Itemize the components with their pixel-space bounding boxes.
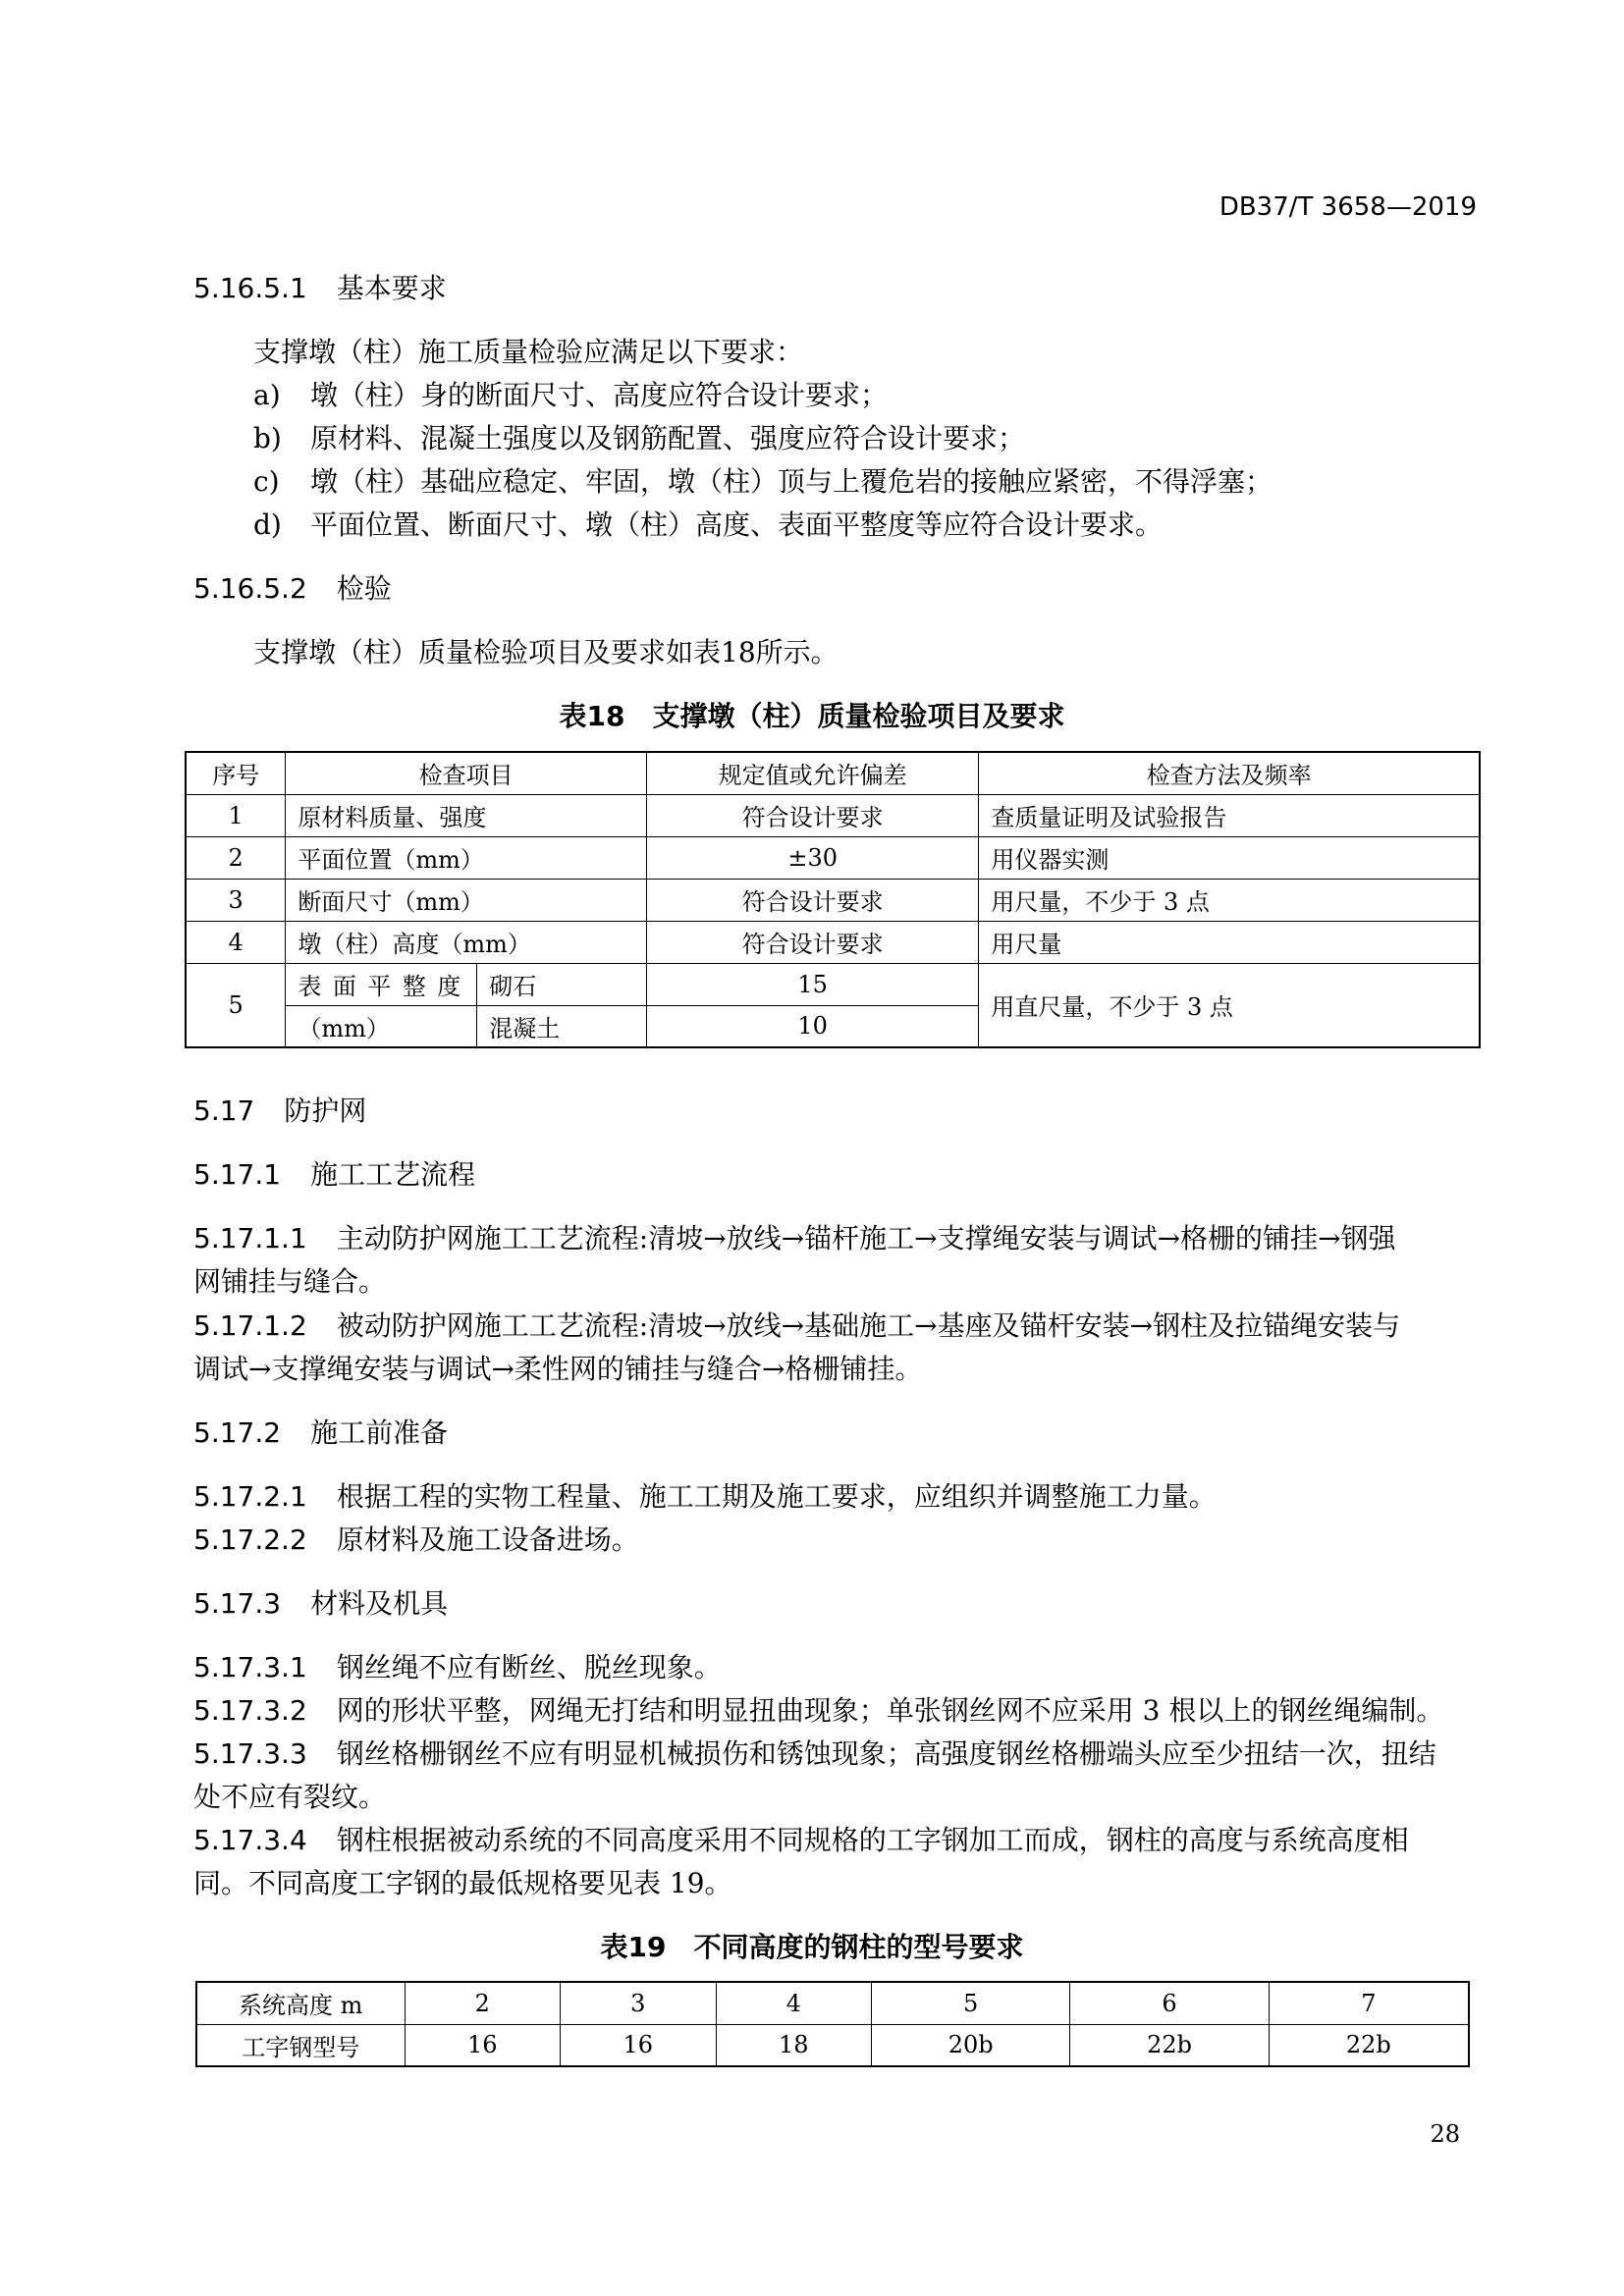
table-cell: 符合设计要求 bbox=[646, 921, 978, 963]
list-label: a) bbox=[253, 379, 281, 411]
section-title: 施工前准备 bbox=[310, 1416, 449, 1449]
list-item bbox=[253, 460, 1272, 500]
table-cell: 2 bbox=[405, 1982, 561, 2024]
table-cell: 4 bbox=[186, 921, 286, 963]
section-heading-5-17-1 bbox=[193, 1153, 475, 1193]
table-cell bbox=[286, 963, 477, 1005]
list-text: 墩（柱）基础应稳定、牢固，墩（柱）顶与上覆危岩的接触应紧密，不得浮塞； bbox=[310, 465, 1273, 498]
table-row bbox=[196, 1982, 1469, 2024]
table-cell: 3 bbox=[186, 879, 286, 921]
table-row bbox=[186, 921, 1480, 963]
clause-number: 5.17.3.3 bbox=[193, 1737, 307, 1770]
clause-number: 5.17.3.1 bbox=[193, 1651, 307, 1683]
paragraph-continuation: 网铺挂与缝合。 bbox=[193, 1265, 387, 1298]
paragraph-5-17-3-2 bbox=[193, 1689, 1443, 1729]
header-cell: 序号 bbox=[186, 752, 286, 794]
table-cell: ±30 bbox=[646, 836, 978, 879]
clause-text: 主动防护网施工工艺流程:清坡→放线→锚杆施工→支撑绳安装与调试→格栅的铺挂→钢强 bbox=[336, 1222, 1396, 1255]
table-cell: 查质量证明及试验报告 bbox=[979, 794, 1480, 836]
section-heading-5-17-2 bbox=[193, 1412, 448, 1451]
table-cell: 16 bbox=[405, 2024, 561, 2066]
table-cell: 平面位置（mm） bbox=[286, 836, 647, 879]
table-cell: 砌石 bbox=[477, 963, 647, 1005]
paragraph-continuation: 同。不同高度工字钢的最低规格要见表 19。 bbox=[193, 1867, 732, 1899]
paragraph-5-17-3-4 bbox=[193, 1819, 1409, 1858]
clause-number: 5.17.2.1 bbox=[193, 1480, 307, 1513]
table-cell: 4 bbox=[716, 1982, 872, 2024]
item-line: 表面平整度 bbox=[298, 973, 461, 1000]
table-row bbox=[186, 836, 1480, 879]
list-label: b) bbox=[253, 422, 282, 454]
table-cell: （mm） bbox=[286, 1005, 477, 1047]
section-number: 5.17.2 bbox=[193, 1416, 282, 1449]
section-heading-5-17-3 bbox=[193, 1582, 448, 1622]
section-title: 材料及机具 bbox=[310, 1587, 449, 1620]
section-title: 施工工艺流程 bbox=[310, 1158, 476, 1191]
row-label: 工字钢型号 bbox=[196, 2024, 405, 2066]
section-number: 5.17.1 bbox=[193, 1158, 282, 1191]
table-cell: 原材料质量、强度 bbox=[286, 794, 647, 836]
table-cell: 18 bbox=[716, 2024, 872, 2066]
table-cell: 20b bbox=[872, 2024, 1070, 2066]
table-cell: 5 bbox=[872, 1982, 1070, 2024]
section-heading-5-16-5-1 bbox=[193, 267, 447, 306]
paragraph-continuation: 调试→支撑绳安装与调试→柔性网的铺挂与缝合→格栅铺挂。 bbox=[193, 1353, 923, 1385]
table-cell: 22b bbox=[1269, 2024, 1469, 2066]
section-title: 防护网 bbox=[284, 1095, 367, 1127]
clause-text: 钢柱根据被动系统的不同高度采用不同规格的工字钢加工而成，钢柱的高度与系统高度相 bbox=[336, 1824, 1409, 1856]
clause-number: 5.17.3.4 bbox=[193, 1824, 307, 1856]
clause-number: 5.17.2.2 bbox=[193, 1523, 307, 1556]
clause-text: 网的形状平整，网绳无打结和明显扭曲现象；单张钢丝网不应采用 3 根以上的钢丝绳编制。 bbox=[336, 1694, 1444, 1727]
table-18 bbox=[185, 751, 1481, 1048]
paragraph-5-17-3-3 bbox=[193, 1733, 1436, 1772]
paragraph-5-17-1-2 bbox=[193, 1305, 1400, 1344]
table-cell: 1 bbox=[186, 794, 286, 836]
row-label: 系统高度 m bbox=[196, 1982, 405, 2024]
page-number: 28 bbox=[1430, 2120, 1460, 2148]
table-cell: 符合设计要求 bbox=[646, 879, 978, 921]
list-item bbox=[253, 374, 888, 413]
table-cell: 用尺量 bbox=[979, 921, 1480, 963]
header-cell: 规定值或允许偏差 bbox=[646, 752, 978, 794]
table-19 bbox=[195, 1981, 1470, 2067]
table-cell: 22b bbox=[1070, 2024, 1269, 2066]
section-heading-5-16-5-2 bbox=[193, 567, 392, 607]
header-cell: 检查方法及频率 bbox=[979, 752, 1480, 794]
list-text: 原材料、混凝土强度以及钢筋配置、强度应符合设计要求； bbox=[310, 422, 1026, 454]
list-text: 平面位置、断面尺寸、墩（柱）高度、表面平整度等应符合设计要求。 bbox=[310, 508, 1164, 541]
paragraph-5-17-2-1 bbox=[193, 1475, 1217, 1515]
table-caption-19: 表19 不同高度的钢柱的型号要求 bbox=[600, 1931, 1024, 1963]
clause-text: 钢丝格栅钢丝不应有明显机械损伤和锈蚀现象；高强度钢丝格栅端头应至少扭结一次，扭结 bbox=[336, 1737, 1436, 1770]
table-cell: 用仪器实测 bbox=[979, 836, 1480, 879]
table-cell: 15 bbox=[646, 963, 978, 1005]
table-cell: 符合设计要求 bbox=[646, 794, 978, 836]
table-cell: 用直尺量，不少于 3 点 bbox=[979, 963, 1480, 1047]
section-number: 5.17.3 bbox=[193, 1587, 282, 1620]
table-cell: 10 bbox=[646, 1005, 978, 1047]
document-code: DB37/T 3658—2019 bbox=[1218, 192, 1477, 222]
section-number: 5.16.5.1 bbox=[193, 272, 307, 304]
header-cell: 检查项目 bbox=[286, 752, 647, 794]
paragraph-5-17-3-1 bbox=[193, 1646, 722, 1685]
table-row bbox=[186, 963, 1480, 1005]
clause-text: 钢丝绳不应有断丝、脱丝现象。 bbox=[336, 1651, 722, 1683]
clause-number: 5.17.3.2 bbox=[193, 1694, 307, 1727]
section-title: 检验 bbox=[336, 572, 392, 605]
table-cell: 7 bbox=[1269, 1982, 1469, 2024]
list-item bbox=[253, 417, 1025, 456]
table-cell: 6 bbox=[1070, 1982, 1269, 2024]
table-cell: 2 bbox=[186, 836, 286, 879]
clause-number: 5.17.1.2 bbox=[193, 1309, 307, 1342]
section-number: 5.17 bbox=[193, 1095, 255, 1127]
table-cell: 3 bbox=[561, 1982, 717, 2024]
table-cell: 混凝土 bbox=[477, 1005, 647, 1047]
table-row bbox=[186, 879, 1480, 921]
list-item bbox=[253, 504, 1163, 543]
table-cell: 16 bbox=[561, 2024, 717, 2066]
table-cell: 断面尺寸（mm） bbox=[286, 879, 647, 921]
paragraph: 支撑墩（柱）质量检验项目及要求如表18所示。 bbox=[253, 636, 839, 668]
section-heading-5-17 bbox=[193, 1090, 366, 1129]
table-caption-18: 表18 支撑墩（柱）质量检验项目及要求 bbox=[559, 700, 1065, 732]
table-cell: 墩（柱）高度（mm） bbox=[286, 921, 647, 963]
section-title: 基本要求 bbox=[336, 272, 447, 304]
paragraph-5-17-2-2 bbox=[193, 1519, 639, 1558]
table-cell: 用尺量，不少于 3 点 bbox=[979, 879, 1480, 921]
section-number: 5.16.5.2 bbox=[193, 572, 307, 605]
table-cell: 5 bbox=[186, 963, 286, 1047]
table-row bbox=[196, 2024, 1469, 2066]
clause-text: 根据工程的实物工程量、施工工期及施工要求，应组织并调整施工力量。 bbox=[336, 1480, 1217, 1513]
list-label: c) bbox=[253, 465, 280, 498]
table-header-row bbox=[186, 752, 1480, 794]
intro-paragraph: 支撑墩（柱）施工质量检验应满足以下要求： bbox=[253, 336, 804, 368]
paragraph-5-17-1-1 bbox=[193, 1217, 1396, 1256]
list-text: 墩（柱）身的断面尺寸、高度应符合设计要求； bbox=[310, 379, 889, 411]
paragraph-continuation: 处不应有裂纹。 bbox=[193, 1781, 387, 1813]
table-row bbox=[186, 794, 1480, 836]
clause-text: 原材料及施工设备进场。 bbox=[336, 1523, 639, 1556]
clause-text: 被动防护网施工工艺流程:清坡→放线→基础施工→基座及锚杆安装→钢柱及拉锚绳安装与 bbox=[336, 1309, 1401, 1342]
list-label: d) bbox=[253, 508, 282, 541]
clause-number: 5.17.1.1 bbox=[193, 1222, 307, 1255]
